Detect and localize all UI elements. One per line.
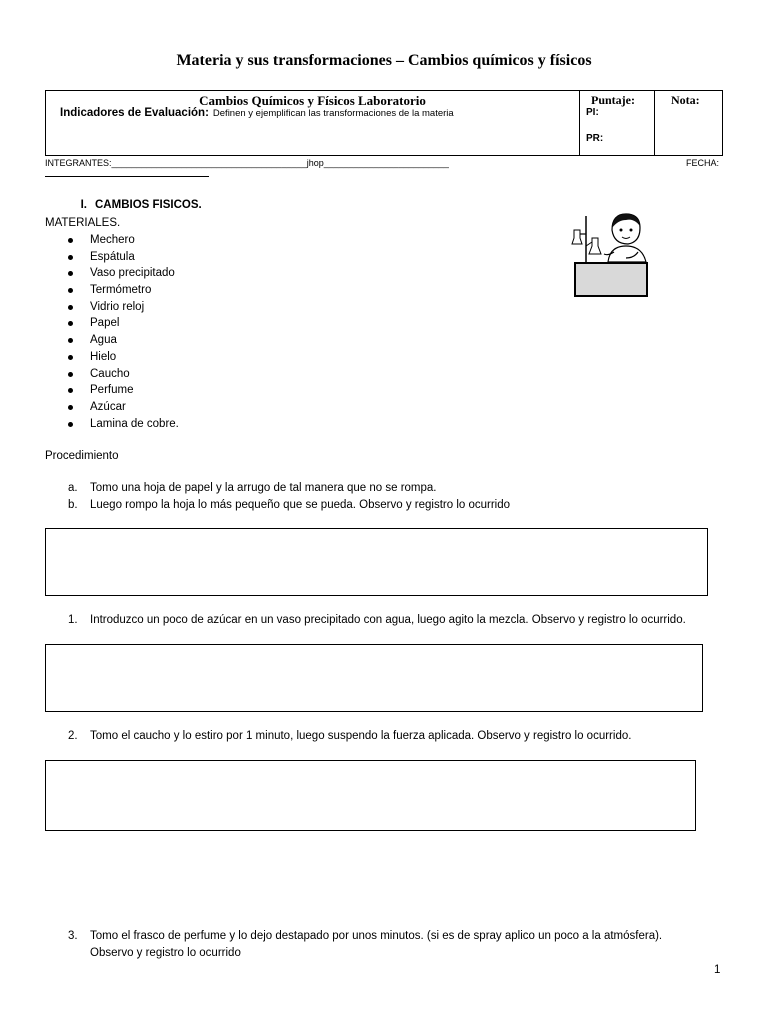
list-item: Vaso precipitado — [68, 265, 179, 282]
bullet-icon — [68, 422, 73, 427]
list-item: Vidrio reloj — [68, 299, 179, 316]
pi-label: PI: — [586, 107, 599, 118]
answer-box[interactable] — [45, 528, 708, 596]
step-text: Tomo una hoja de papel y la arrugo de tal manera que no se rompa. — [90, 482, 437, 494]
bullet-icon — [68, 388, 73, 393]
section-number: I. — [80, 199, 87, 211]
list-item: Perfume — [68, 382, 179, 399]
materials-list — [68, 232, 179, 432]
list-item — [68, 497, 708, 514]
evaluation-header-table — [45, 90, 723, 156]
bullet-icon — [68, 238, 73, 243]
bullet-icon — [68, 372, 73, 377]
step-marker: 1. — [68, 614, 78, 626]
bullet-icon — [68, 405, 73, 410]
materials-heading: MATERIALES. — [45, 217, 121, 229]
step-text: Tomo el frasco de perfume y lo dejo destapado por unos minutos. (si es de spray aplico un poco a la atmósfera). Observo y registro lo ocurrido — [90, 930, 663, 959]
bullet-icon — [68, 255, 73, 260]
list-item — [68, 928, 708, 961]
bullet-icon — [68, 305, 73, 310]
step-marker: b. — [68, 499, 78, 511]
list-item: Termómetro — [68, 282, 179, 299]
puntaje-label: Puntaje: — [591, 93, 635, 107]
step-marker: 2. — [68, 730, 78, 742]
integrantes-field: INTEGRANTES:_______________________________________jhop_________________________ — [45, 158, 449, 168]
answer-box[interactable] — [45, 760, 696, 831]
table-divider — [579, 91, 580, 155]
evaluation-indicators — [60, 107, 454, 119]
list-item — [68, 480, 708, 497]
bullet-icon — [68, 271, 73, 276]
step-text: Tomo el caucho y lo estiro por 1 minuto, luego suspendo la fuerza aplicada. Observo y registro lo ocurrido. — [90, 730, 632, 742]
nota-label: Nota: — [671, 93, 700, 107]
procedure-heading: Procedimiento — [45, 450, 119, 462]
step-marker: a. — [68, 482, 78, 494]
scientist-illustration — [568, 208, 654, 300]
answer-box[interactable] — [45, 644, 703, 712]
section-title — [45, 199, 202, 211]
list-item: Agua — [68, 332, 179, 349]
list-item — [68, 728, 708, 745]
bullet-icon — [68, 288, 73, 293]
fecha-label: FECHA: — [686, 158, 720, 168]
list-item — [68, 612, 708, 629]
bullet-icon — [68, 321, 73, 326]
step-text: Introduzco un poco de azúcar en un vaso precipitado con agua, luego agito la mezcla. Observo y registro lo ocurrido. — [90, 614, 686, 626]
list-item: Mechero — [68, 232, 179, 249]
indicators-label: Indicadores de Evaluación: — [60, 107, 209, 119]
document-title: Materia y sus transformaciones – Cambios químicos y físicos — [176, 52, 592, 69]
list-item: Papel — [68, 315, 179, 332]
pr-label: PR: — [586, 133, 604, 144]
list-item: Caucho — [68, 366, 179, 383]
step-text: Luego rompo la hoja lo más pequeño que se pueda. Observo y registro lo ocurrido — [90, 499, 511, 511]
step-marker: 3. — [68, 930, 78, 942]
list-item: Azúcar — [68, 399, 179, 416]
bullet-icon — [68, 355, 73, 360]
indicators-value: Definen y ejemplifican las transformaciones de la materia — [212, 108, 454, 119]
section-title-text: CAMBIOS FISICOS. — [95, 199, 202, 211]
list-item: Hielo — [68, 349, 179, 366]
bullet-icon — [68, 338, 73, 343]
table-divider — [654, 91, 655, 155]
list-item: Lamina de cobre. — [68, 416, 179, 433]
fecha-blank-line — [45, 176, 209, 177]
lab-title: Cambios Químicos y Físicos Laboratorio — [199, 93, 426, 108]
list-item: Espátula — [68, 249, 179, 266]
page-number: 1 — [714, 964, 721, 976]
